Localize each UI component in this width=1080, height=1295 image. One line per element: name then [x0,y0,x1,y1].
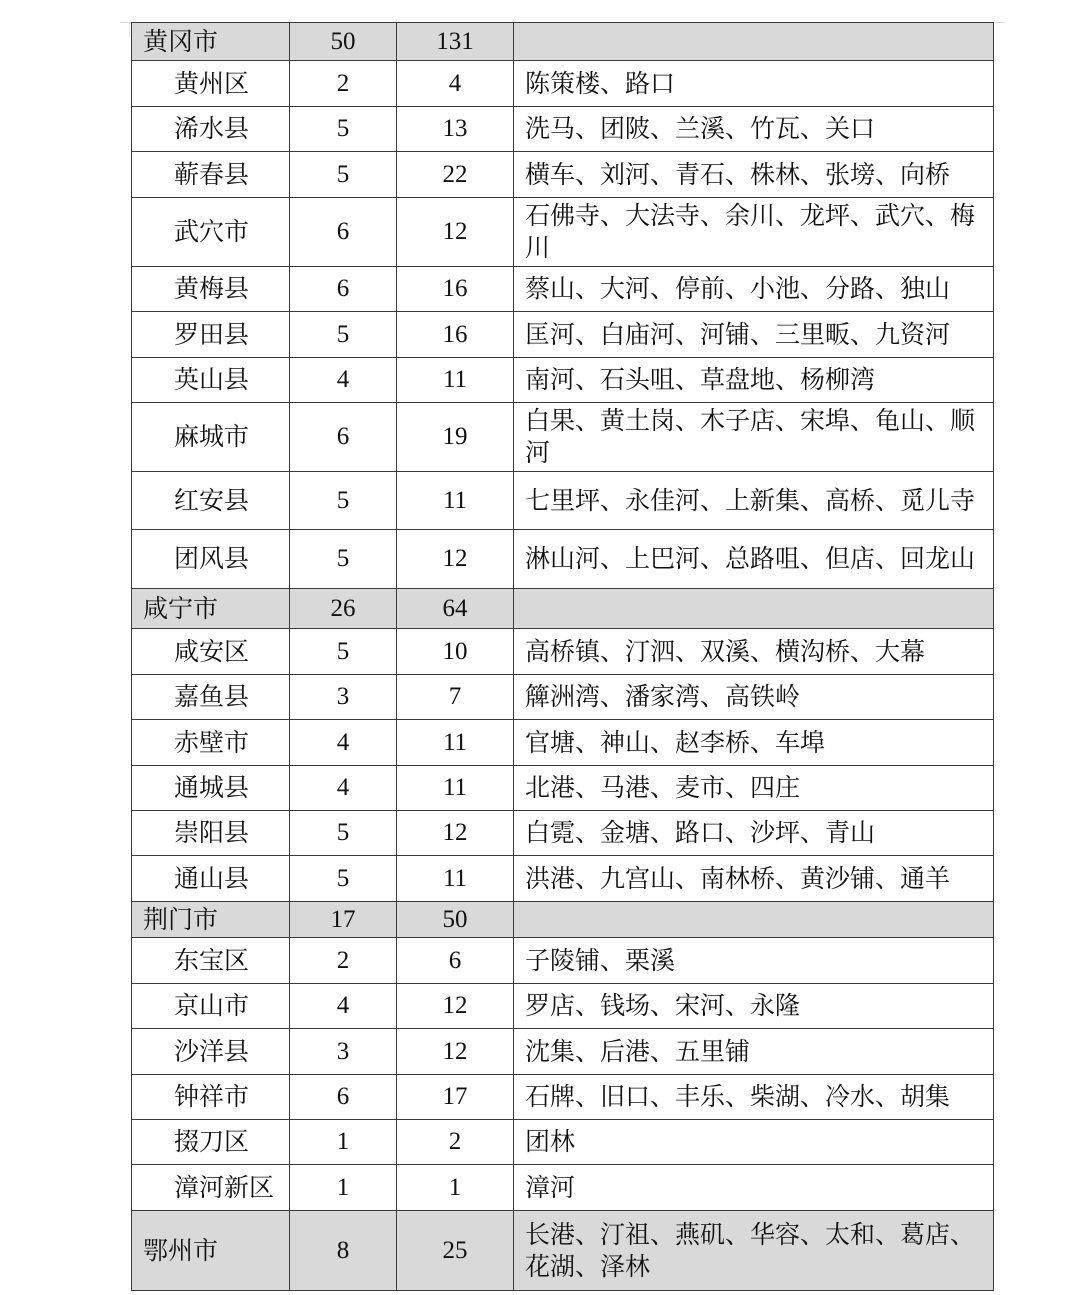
count-cell-1: 6 [290,198,397,267]
count-cell-2: 2 [397,1120,514,1165]
count-cell-1: 4 [290,720,397,766]
count-cell-1: 5 [290,312,397,358]
county-row [132,61,994,107]
county-name-cell: 武穴市 [132,198,290,267]
table-body [132,23,994,1291]
count-cell-2: 11 [397,766,514,811]
count-cell-2: 50 [397,902,514,938]
count-cell-1: 3 [290,675,397,720]
towns-list-cell: 子陵铺、栗溪 [514,938,994,984]
towns-list-cell: 洗马、团陂、兰溪、竹瓦、关口 [514,107,994,152]
count-cell-1: 6 [290,403,397,472]
towns-list-cell: 石佛寺、大法寺、余川、龙坪、武穴、梅川 [514,198,994,267]
county-row [132,198,994,267]
towns-list-cell: 罗店、钱场、宋河、永隆 [514,984,994,1029]
towns-list-cell [514,23,994,61]
count-cell-2: 11 [397,358,514,403]
towns-list-cell: 官塘、神山、赵李桥、车埠 [514,720,994,766]
count-cell-2: 13 [397,107,514,152]
count-cell-2: 19 [397,403,514,472]
county-name-cell: 团风县 [132,530,290,589]
towns-list-cell: 团林 [514,1120,994,1165]
towns-list-cell: 长港、汀祖、燕矶、华容、太和、葛店、花湖、泽林 [514,1211,994,1291]
count-cell-2: 11 [397,856,514,902]
count-cell-2: 12 [397,530,514,589]
count-cell-1: 5 [290,152,397,198]
county-row [132,766,994,811]
towns-list-cell: 高桥镇、汀泗、双溪、横沟桥、大幕 [514,629,994,675]
county-name-cell: 京山市 [132,984,290,1029]
county-row [132,811,994,856]
county-row [132,938,994,984]
county-row [132,267,994,312]
count-cell-1: 5 [290,811,397,856]
count-cell-1: 5 [290,530,397,589]
count-cell-2: 16 [397,267,514,312]
count-cell-1: 5 [290,629,397,675]
count-cell-2: 25 [397,1211,514,1291]
county-name-cell: 黄梅县 [132,267,290,312]
county-name-cell: 掇刀区 [132,1120,290,1165]
count-cell-2: 64 [397,589,514,629]
county-row [132,358,994,403]
count-cell-2: 131 [397,23,514,61]
towns-list-cell [514,902,994,938]
city-name-cell: 鄂州市 [132,1211,290,1291]
count-cell-1: 5 [290,472,397,530]
towns-list-cell: 北港、马港、麦市、四庄 [514,766,994,811]
towns-list-cell: 白霓、金塘、路口、沙坪、青山 [514,811,994,856]
towns-list-cell: 陈策楼、路口 [514,61,994,107]
towns-list-cell [514,589,994,629]
county-row [132,530,994,589]
count-cell-1: 4 [290,358,397,403]
towns-list-cell: 洪港、九宫山、南林桥、黄沙铺、通羊 [514,856,994,902]
towns-list-cell: 白果、黄土岗、木子店、宋埠、龟山、顺河 [514,403,994,472]
county-row [132,984,994,1029]
towns-list-cell: 横车、刘河、青石、株林、张塝、向桥 [514,152,994,198]
county-name-cell: 浠水县 [132,107,290,152]
count-cell-2: 10 [397,629,514,675]
towns-list-cell: 七里坪、永佳河、上新集、高桥、觅儿寺 [514,472,994,530]
county-row [132,1165,994,1211]
count-cell-2: 12 [397,198,514,267]
count-cell-1: 4 [290,766,397,811]
county-row [132,856,994,902]
towns-list-cell: 沈集、后港、五里铺 [514,1029,994,1075]
county-name-cell: 咸安区 [132,629,290,675]
count-cell-1: 5 [290,107,397,152]
page-corner-tick [129,23,130,37]
county-name-cell: 通城县 [132,766,290,811]
city-name-cell: 黄冈市 [132,23,290,61]
towns-list-cell: 漳河 [514,1165,994,1211]
towns-list-cell: 簰洲湾、潘家湾、高铁岭 [514,675,994,720]
county-row [132,1120,994,1165]
county-name-cell: 红安县 [132,472,290,530]
towns-list-cell: 蔡山、大河、停前、小池、分路、独山 [514,267,994,312]
city-name-cell: 咸宁市 [132,589,290,629]
count-cell-2: 16 [397,312,514,358]
county-name-cell: 麻城市 [132,403,290,472]
count-cell-1: 2 [290,61,397,107]
county-row [132,152,994,198]
county-name-cell: 漳河新区 [132,1165,290,1211]
towns-list-cell: 石牌、旧口、丰乐、柴湖、冷水、胡集 [514,1075,994,1120]
count-cell-1: 3 [290,1029,397,1075]
county-name-cell: 英山县 [132,358,290,403]
county-name-cell: 嘉鱼县 [132,675,290,720]
count-cell-1: 6 [290,1075,397,1120]
count-cell-2: 17 [397,1075,514,1120]
county-name-cell: 东宝区 [132,938,290,984]
count-cell-1: 8 [290,1211,397,1291]
county-row [132,629,994,675]
count-cell-1: 50 [290,23,397,61]
county-name-cell: 沙洋县 [132,1029,290,1075]
count-cell-1: 1 [290,1120,397,1165]
county-row [132,675,994,720]
count-cell-1: 4 [290,984,397,1029]
count-cell-2: 1 [397,1165,514,1211]
city-row [132,902,994,938]
count-cell-1: 6 [290,267,397,312]
city-row [132,23,994,61]
county-row [132,403,994,472]
county-name-cell: 崇阳县 [132,811,290,856]
count-cell-2: 11 [397,720,514,766]
count-cell-1: 17 [290,902,397,938]
city-row [132,589,994,629]
count-cell-2: 12 [397,984,514,1029]
towns-list-cell: 匡河、白庙河、河铺、三里畈、九资河 [514,312,994,358]
count-cell-1: 2 [290,938,397,984]
town-allocation-table [131,22,994,1291]
county-name-cell: 蕲春县 [132,152,290,198]
count-cell-2: 7 [397,675,514,720]
county-name-cell: 黄州区 [132,61,290,107]
county-row [132,472,994,530]
count-cell-2: 4 [397,61,514,107]
county-row [132,1029,994,1075]
county-row [132,312,994,358]
county-row [132,1075,994,1120]
count-cell-2: 12 [397,1029,514,1075]
towns-list-cell: 淋山河、上巴河、总路咀、但店、回龙山 [514,530,994,589]
count-cell-2: 11 [397,472,514,530]
county-name-cell: 钟祥市 [132,1075,290,1120]
count-cell-2: 12 [397,811,514,856]
count-cell-1: 5 [290,856,397,902]
city-name-cell: 荆门市 [132,902,290,938]
count-cell-2: 22 [397,152,514,198]
county-name-cell: 罗田县 [132,312,290,358]
count-cell-1: 1 [290,1165,397,1211]
city-row [132,1211,994,1291]
county-name-cell: 赤壁市 [132,720,290,766]
county-name-cell: 通山县 [132,856,290,902]
towns-list-cell: 南河、石头咀、草盘地、杨柳湾 [514,358,994,403]
count-cell-2: 6 [397,938,514,984]
count-cell-1: 26 [290,589,397,629]
county-row [132,720,994,766]
county-row [132,107,994,152]
